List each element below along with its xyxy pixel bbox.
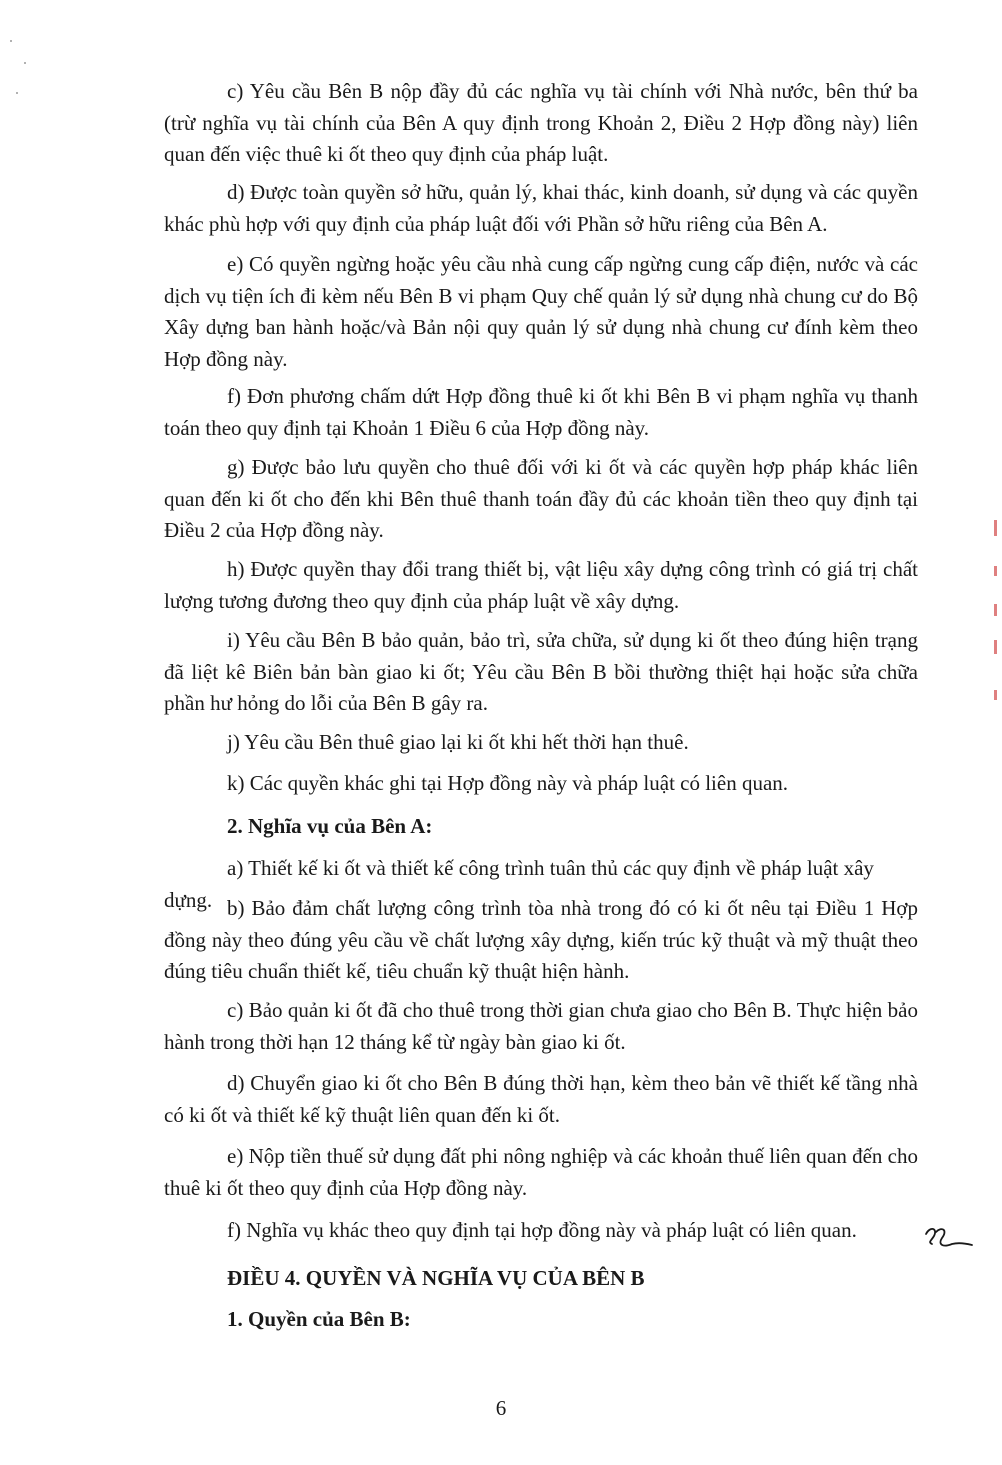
clause-a-rights-c: c) Yêu cầu Bên B nộp đầy đủ các nghĩa vụ tài chính với Nhà nước, bên thứ ba (trừ nghĩa vụ tài chính của Bên A quy định trong Khoản 2, Điều 2 Hợp đồng này) liên quan đến việc thuê ki ốt theo quy định của pháp luật. — [164, 79, 918, 166]
clause-a-duties-a: a) Thiết kế ki ốt và thiết kế công trình tuân thủ các quy định về pháp luật xây dựng. — [164, 856, 874, 912]
seal-edge-mark — [994, 604, 997, 616]
section-heading-obligations-a: 2. Nghĩa vụ của Bên A: — [227, 814, 433, 838]
seal-edge-mark — [994, 520, 997, 536]
clause-a-duties-c: c) Bảo quản ki ốt đã cho thuê trong thời gian chưa giao cho Bên B. Thực hiện bảo hành trong thời hạn 12 tháng kể từ ngày bàn giao ki ốt. — [164, 998, 918, 1054]
page-number: 6 — [495, 1396, 507, 1420]
clause-a-rights-j: j) Yêu cầu Bên thuê giao lại ki ốt khi hết thời hạn thuê. — [227, 730, 689, 754]
seal-edge-mark — [994, 566, 997, 576]
scan-speck — [10, 40, 12, 42]
initials-signature — [922, 1222, 974, 1256]
clause-a-rights-e: e) Có quyền ngừng hoặc yêu cầu nhà cung cấp ngừng cung cấp điện, nước và các dịch vụ tiện ích đi kèm nếu Bên B vi phạm Quy chế quản lý sử dụng nhà chung cư do Bộ Xây dựng ban hành hoặc/và Bản nội quy quản lý sử dụng nhà chung cư đính kèm theo Hợp đồng này. — [164, 252, 918, 371]
clause-a-duties-d: d) Chuyển giao ki ốt cho Bên B đúng thời hạn, kèm theo bản vẽ thiết kế tầng nhà có ki ốt và thiết kế kỹ thuật liên quan đến ki ốt. — [164, 1071, 918, 1127]
clause-a-rights-k: k) Các quyền khác ghi tại Hợp đồng này và pháp luật có liên quan. — [227, 771, 789, 795]
seal-edge-mark — [994, 690, 997, 700]
section-heading-rights-b: 1. Quyền của Bên B: — [227, 1307, 411, 1331]
clause-a-duties-e: e) Nộp tiền thuế sử dụng đất phi nông nghiệp và các khoản thuế liên quan đến cho thuê ki ốt theo quy định của Hợp đồng này. — [164, 1144, 918, 1200]
clause-a-rights-i: i) Yêu cầu Bên B bảo quản, bảo trì, sửa chữa, sử dụng ki ốt theo đúng hiện trạng đã liệt kê Biên bản bàn giao ki ốt; Yêu cầu Bên B bồi thường thiệt hại hoặc sửa chữa phần hư hỏng do lỗi của Bên B gây ra. — [164, 628, 918, 715]
clause-a-duties-b: b) Bảo đảm chất lượng công trình tòa nhà trong đó có ki ốt nêu tại Điều 1 Hợp đồng này theo đúng yêu cầu về chất lượng xây dựng, kiến trúc kỹ thuật và mỹ thuật theo đúng tiêu chuẩn thiết kế, tiêu chuẩn kỹ thuật hiện hành. — [164, 896, 918, 983]
seal-edge-mark — [994, 640, 997, 654]
clause-a-rights-f: f) Đơn phương chấm dứt Hợp đồng thuê ki ốt khi Bên B vi phạm nghĩa vụ thanh toán theo quy định tại Khoản 1 Điều 6 của Hợp đồng này. — [164, 384, 918, 440]
clause-a-duties-f: f) Nghĩa vụ khác theo quy định tại hợp đồng này và pháp luật có liên quan. — [227, 1218, 857, 1242]
scan-speck — [24, 62, 26, 64]
article-heading: ĐIỀU 4. QUYỀN VÀ NGHĨA VỤ CỦA BÊN B — [227, 1266, 645, 1290]
clause-a-rights-h: h) Được quyền thay đổi trang thiết bị, vật liệu xây dựng công trình có giá trị chất lượng tương đương theo quy định của pháp luật về xây dựng. — [164, 557, 918, 613]
clause-a-rights-g: g) Được bảo lưu quyền cho thuê đối với ki ốt và các quyền hợp pháp khác liên quan đến ki ốt cho đến khi Bên thuê thanh toán đầy đủ các khoản tiền theo quy định tại Điều 2 của Hợp đồng này. — [164, 455, 918, 542]
scan-speck — [16, 92, 18, 94]
clause-a-rights-d: d) Được toàn quyền sở hữu, quản lý, khai thác, kinh doanh, sử dụng và các quyền khác phù hợp với quy định của pháp luật đối với Phần sở hữu riêng của Bên A. — [164, 180, 918, 236]
